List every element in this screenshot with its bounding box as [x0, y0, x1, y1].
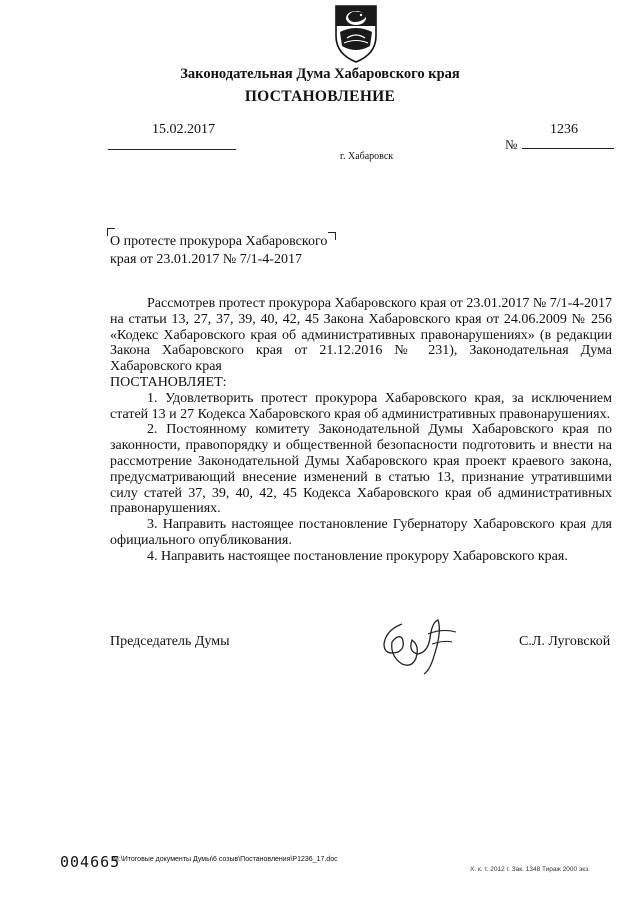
signatory-name: С.Л. Луговской	[519, 634, 611, 649]
document-number: 1236	[550, 122, 578, 137]
coat-of-arms-emblem	[330, 2, 382, 64]
number-underline	[522, 148, 614, 149]
subject-corner-mark	[328, 232, 336, 240]
file-path: M:\Итоговые документы Думы\6 созыв\Постановления\P1236_17.doc	[113, 856, 338, 863]
resolution-item: 2. Постоянному комитету Законодательной Думы Хабаровского края по законности, правопорядку и общественной безопасности подготовить и внести на рассмотрение Законодательной Думы Хабаровского края проект краевого закона, предусматривающий внесение изменений в статью 13, признание утратившими силу статей 37, 39, 40, 42, 45 Кодекса Хабаровского края об административных правонарушениях.	[110, 422, 612, 517]
document-subject	[110, 233, 350, 269]
print-info: Х. к. т. 2012 г. Зак. 1348 Тираж 2000 экз.	[470, 866, 590, 873]
subject-line: края от 23.01.2017 № 7/1-4-2017	[110, 252, 302, 267]
number-sign: №	[505, 137, 518, 152]
handwritten-signature	[372, 612, 462, 676]
document-date: 15.02.2017	[152, 122, 215, 137]
registration-number: 004665	[60, 853, 121, 871]
resolution-item: 4. Направить настоящее постановление прокурору Хабаровского края.	[147, 548, 568, 564]
date-underline	[108, 149, 236, 150]
organization-name: Законодательная Дума Хабаровского края	[180, 66, 460, 82]
subject-corner-mark	[107, 228, 115, 236]
document-body	[110, 296, 612, 565]
subject-line: О протесте прокурора Хабаровского	[110, 234, 328, 249]
preamble-paragraph: Рассмотрев протест прокурора Хабаровского края от 23.01.2017 № 7/1-4-2017 на статьи 13, 27, 37, 39, 40, 42, 45 Закона Хабаровского края от 24.06.2009 № 256 «Кодекс Хабаровского края об административных правонарушениях» (в редакции Закона Хабаровского края от 21.12.2016 № 231), Законодательная Дума Хабаровского края	[110, 296, 612, 375]
resolution-item: 1. Удовлетворить протест прокурора Хабаровского края, за исключением статей 13 и 27 Кодекса Хабаровского края об административных правонарушениях.	[110, 390, 612, 422]
resolution-item: 3. Направить настоящее постановление Губернатору Хабаровского края для официального опубликования.	[110, 517, 612, 548]
resolves-heading: ПОСТАНОВЛЯЕТ:	[110, 374, 227, 390]
signatory-title: Председатель Думы	[110, 634, 230, 649]
document-type: ПОСТАНОВЛЕНИЕ	[244, 88, 396, 105]
city-label: г. Хабаровск	[340, 151, 394, 162]
